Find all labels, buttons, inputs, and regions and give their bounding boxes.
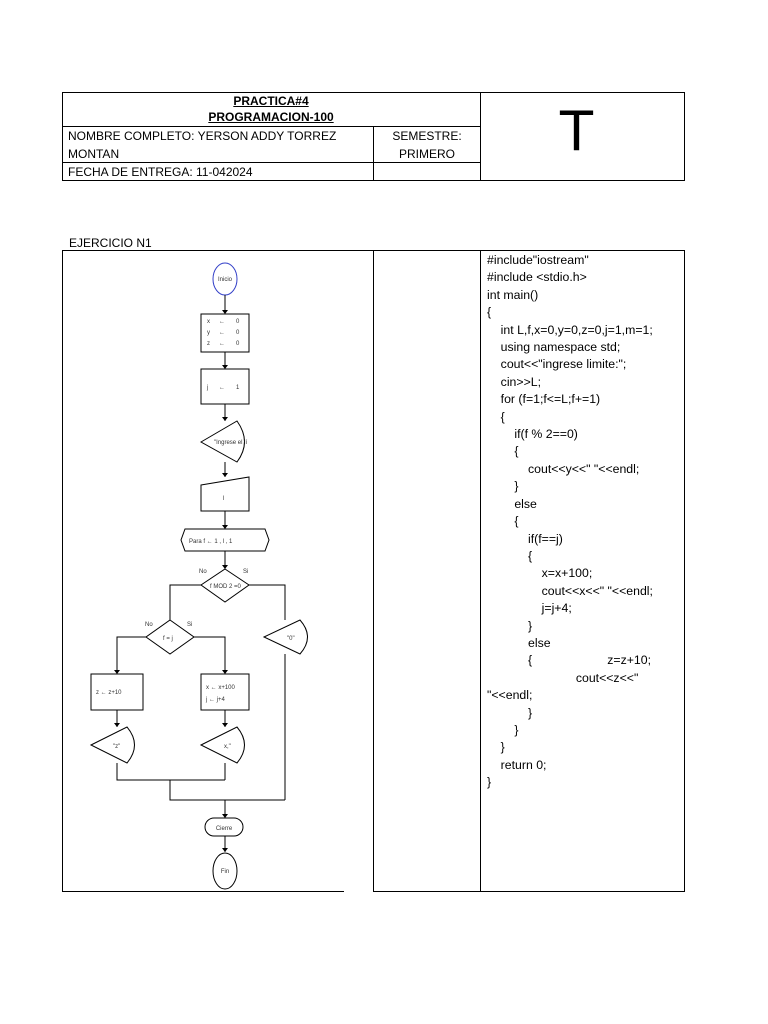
big-letter: T: [560, 100, 593, 163]
loop-label: Para f ← 1 , l , 1: [189, 539, 233, 545]
semester-label: SEMESTRE:: [392, 129, 462, 143]
cpp-source-code: #include"iostream" #include <stdio.h> int main() { int L,f,x=0,y=0,z=0,j=1,m=1; using namespace std; cout<<"ingrese limite:"; cin>>L; for (f=1;f<=L;f+=1) { if(f % 2==0) { cout<<y<<" "<<endl; } else { if(f==j) { x=x+100; cout<<x<<" "<<endl; j=j+4; } else { z=z+10; cout<<z<<" "<<endl; } } } return 0; }: [487, 253, 653, 790]
init-z-val: 0: [236, 341, 240, 347]
exercise-bottom-border-left: [62, 891, 344, 892]
close-label: Cierre: [215, 826, 233, 832]
assign-j-var: j: [207, 385, 209, 391]
practice-title: PRACTICA#4: [233, 94, 309, 108]
cond2-label: f = j: [163, 636, 173, 642]
proc-z-label: z ← z+10: [96, 690, 122, 696]
full-name-continuation: MONTAN: [68, 147, 120, 161]
assign-j-arrow: ←: [219, 385, 225, 391]
input-label: l: [223, 496, 225, 502]
output-x: [201, 727, 245, 763]
init-y-var: y: [207, 330, 210, 336]
init-x-var: x: [207, 319, 210, 325]
cond1-si: Si: [243, 569, 249, 575]
flowchart: [63, 251, 373, 891]
init-z-var: z: [207, 341, 210, 347]
exercise-bottom-border-right: [374, 891, 685, 892]
cond2-si: Si: [187, 622, 193, 628]
cond2-no: No: [145, 622, 153, 628]
end-label: Fin: [220, 869, 230, 875]
assign-j-val: 1: [236, 385, 240, 391]
semester-value: PRIMERO: [398, 147, 455, 161]
exercise-title: EJERCICIO N1: [69, 236, 152, 250]
proc-j-label: j ← j+4: [206, 697, 225, 703]
out-x-label: x,": [224, 744, 231, 750]
exercise-divider-2: [480, 250, 481, 892]
cond1-label: f MOD 2 =0: [210, 584, 241, 590]
delivery-date: FECHA DE ENTREGA: 11-042024: [68, 165, 253, 179]
out-zero-label: "0": [287, 636, 295, 642]
init-z-arrow: ←: [219, 341, 225, 347]
init-y-val: 0: [236, 330, 240, 336]
start-label: Inicio: [217, 277, 233, 283]
exercise-divider-1: [373, 250, 374, 892]
init-x-arrow: ←: [219, 319, 225, 325]
limit-input: [201, 477, 249, 511]
cond1-no: No: [199, 569, 207, 575]
course-title: PROGRAMACION-100: [208, 110, 334, 124]
proc-x-label: x ← x+100: [206, 685, 235, 691]
init-y-arrow: ←: [219, 330, 225, 336]
process-x-j: [201, 674, 249, 710]
full-name-label: NOMBRE COMPLETO: YERSON ADDY TORREZ: [68, 129, 337, 143]
output-zero: [264, 620, 308, 654]
init-x-val: 0: [236, 319, 240, 325]
prompt-label: "Ingrese el lí: [214, 440, 248, 446]
header-divider-vertical: [480, 92, 481, 181]
out-z-label: "z": [113, 744, 121, 750]
